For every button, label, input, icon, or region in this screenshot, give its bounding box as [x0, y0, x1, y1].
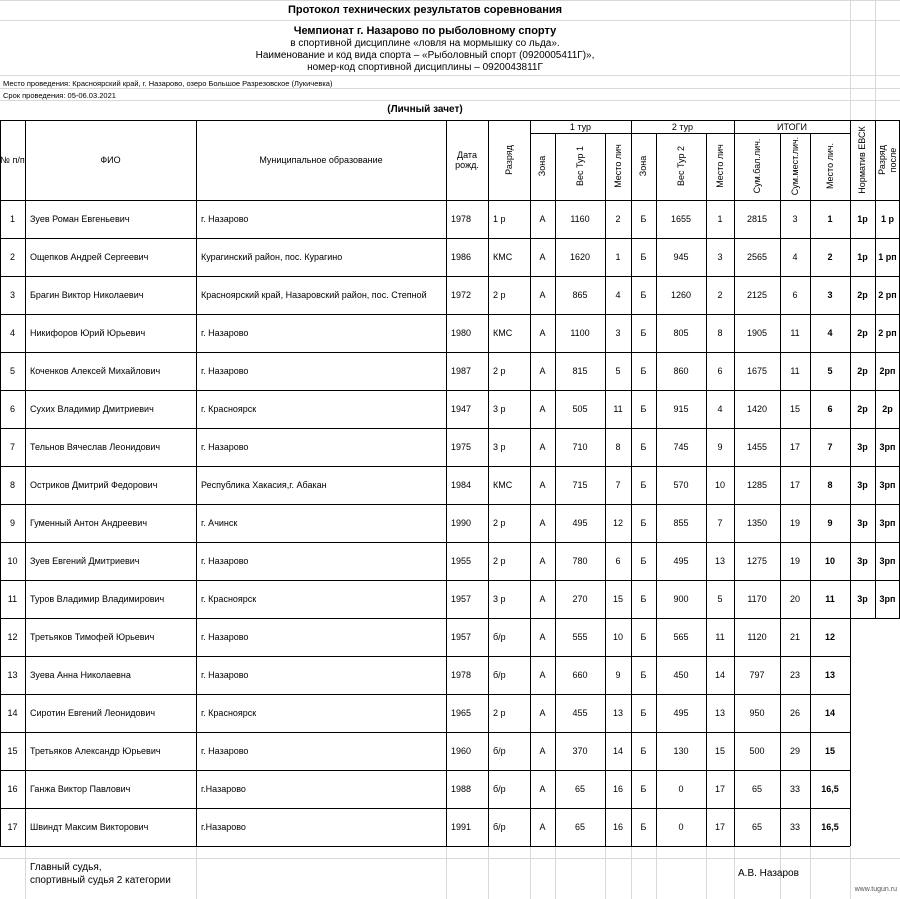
tour1-weight: 65: [574, 822, 585, 832]
participant-rank: 2 р: [493, 290, 506, 300]
participant-birth-year: 1960: [451, 746, 472, 756]
participant-name: Ганжа Виктор Павлович: [30, 784, 131, 794]
final-place: 13: [824, 670, 835, 680]
participant-rank: КМС: [493, 252, 513, 262]
tour2-place: 15: [714, 746, 725, 756]
tour1-weight: 1620: [569, 252, 591, 262]
tour2-place: 11: [715, 632, 725, 642]
tour1-weight: 270: [572, 594, 588, 604]
row-number: 13: [7, 670, 18, 680]
tour1-place: 14: [612, 746, 623, 756]
participant-name: Зуева Анна Николаевна: [30, 670, 131, 680]
evsk-norm: 2р: [857, 404, 868, 414]
tour1-place: 11: [613, 404, 623, 414]
final-place: 3: [827, 290, 833, 300]
tour1-zone: А: [539, 442, 546, 452]
participant-birth-year: 1965: [451, 708, 472, 718]
participant-rank: б/р: [493, 632, 506, 642]
total-points: 1905: [746, 328, 768, 338]
total-points: 1420: [746, 404, 768, 414]
tour2-place: 17: [714, 784, 725, 794]
participant-municipality: г. Назарово: [201, 214, 249, 224]
participant-birth-year: 1987: [451, 366, 472, 376]
tour2-place: 3: [717, 252, 723, 262]
rank-after: 2 рп: [878, 290, 897, 300]
tour2-zone: Б: [640, 442, 647, 452]
participant-birth-year: 1978: [451, 670, 472, 680]
tour1-zone: А: [539, 556, 546, 566]
tour2-weight: 570: [673, 480, 689, 490]
tour2-zone: Б: [640, 670, 647, 680]
total-points: 1170: [747, 594, 767, 604]
total-points: 1675: [746, 366, 768, 376]
tour1-place: 12: [612, 518, 623, 528]
participant-name: Зуев Евгений Дмитриевич: [30, 556, 140, 566]
evsk-norm: 1р: [857, 252, 868, 262]
evsk-norm: 2р: [857, 366, 868, 376]
total-points: 950: [749, 708, 765, 718]
col-header-rank-after-1: Разряд: [877, 145, 887, 175]
participant-municipality: г. Назарово: [201, 556, 249, 566]
total-places: 11: [790, 328, 800, 338]
final-place: 16,5: [821, 784, 839, 794]
final-place: 12: [824, 632, 835, 642]
total-places: 29: [789, 746, 800, 756]
participant-birth-year: 1988: [451, 784, 472, 794]
participant-municipality: г. Назарово: [201, 746, 249, 756]
row-number: 6: [9, 404, 15, 414]
participant-birth-year: 1955: [451, 556, 472, 566]
tour2-weight: 1260: [670, 290, 692, 300]
participant-birth-year: 1957: [451, 632, 472, 642]
rank-after: 1 р: [880, 214, 894, 224]
evsk-norm: 2р: [857, 290, 868, 300]
tour2-zone: Б: [640, 632, 647, 642]
row-number: 4: [9, 328, 15, 338]
event-title: Чемпионат г. Назарово по рыболовному спорту: [293, 25, 557, 37]
sport-code-line: номер-код спортивной дисциплины – 0920043811Г: [307, 62, 543, 73]
participant-rank: б/р: [493, 822, 506, 832]
evsk-norm: 3р: [857, 442, 868, 452]
tour1-weight: 865: [572, 290, 588, 300]
col-header-weight-2: Вес Тур 2: [676, 146, 686, 186]
participant-municipality: г. Ачинск: [201, 518, 238, 528]
judge-name: А.В. Назаров: [738, 868, 799, 879]
participant-rank: 2 р: [493, 518, 506, 528]
tour1-zone: А: [539, 480, 546, 490]
final-place: 9: [827, 518, 833, 528]
tour2-weight: 0: [678, 822, 684, 832]
tour2-zone: Б: [640, 290, 647, 300]
tour1-place: 3: [615, 328, 621, 338]
tour1-place: 1: [615, 252, 621, 262]
tour1-weight: 715: [572, 480, 588, 490]
tour1-weight: 505: [572, 404, 588, 414]
col-header-place-1: Место лич: [613, 144, 623, 188]
final-place: 6: [827, 404, 833, 414]
participant-rank: 2 р: [493, 708, 506, 718]
tour1-place: 16: [612, 822, 623, 832]
total-places: 17: [789, 480, 800, 490]
col-header-name: ФИО: [100, 155, 121, 165]
participant-name: Сиротин Евгений Леонидович: [30, 708, 156, 718]
tour1-zone: А: [539, 214, 546, 224]
col-header-municipality: Муниципальное образование: [259, 155, 383, 165]
tour2-place: 10: [714, 480, 725, 490]
evsk-norm: 1р: [857, 214, 868, 224]
final-place: 10: [824, 556, 835, 566]
row-number: 7: [9, 442, 15, 452]
tour1-zone: А: [539, 366, 546, 376]
tour2-place: 5: [717, 594, 723, 604]
col-header-tour1: 1 тур: [569, 121, 592, 132]
tour1-place: 4: [615, 290, 621, 300]
total-points: 797: [749, 670, 765, 680]
col-header-totals: ИТОГИ: [777, 121, 807, 132]
tour1-zone: А: [539, 708, 546, 718]
participant-birth-year: 1990: [451, 518, 472, 528]
total-places: 19: [789, 556, 800, 566]
total-places: 3: [792, 214, 798, 224]
rank-after: 3рп: [879, 594, 896, 604]
tour1-zone: А: [539, 518, 546, 528]
tour1-weight: 370: [572, 746, 588, 756]
total-places: 26: [789, 708, 800, 718]
document-title: Протокол технических результатов соревнования: [287, 4, 563, 16]
participant-birth-year: 1957: [451, 594, 472, 604]
tour2-weight: 450: [673, 670, 689, 680]
total-places: 33: [789, 822, 800, 832]
col-header-sum-places: Сум.мест.лич.: [790, 136, 800, 196]
row-number: 16: [7, 784, 18, 794]
tour1-weight: 1160: [570, 214, 590, 224]
participant-rank: 3 р: [493, 594, 506, 604]
tour1-zone: А: [539, 670, 546, 680]
total-places: 21: [789, 632, 800, 642]
col-header-birth: Дата рожд.: [455, 150, 479, 170]
participant-municipality: Красноярский край, Назаровский район, пос. Степной: [201, 290, 427, 300]
total-places: 15: [789, 404, 800, 414]
participant-municipality: г. Красноярск: [201, 708, 257, 718]
participant-name: Третьяков Тимофей Юрьевич: [30, 632, 155, 642]
participant-birth-year: 1991: [451, 822, 472, 832]
total-points: 1455: [746, 442, 768, 452]
section-title: (Личный зачет): [387, 104, 463, 115]
evsk-norm: 3р: [857, 594, 868, 604]
tour1-zone: А: [539, 746, 546, 756]
tour2-weight: 745: [673, 442, 689, 452]
rank-after: 2рп: [879, 366, 896, 376]
col-header-zone-2: Зона: [638, 155, 648, 177]
evsk-norm: 2р: [857, 328, 868, 338]
tour1-place: 15: [612, 594, 623, 604]
tour1-place: 10: [612, 632, 623, 642]
participant-municipality: г. Назарово: [201, 328, 249, 338]
tour2-place: 9: [717, 442, 723, 452]
total-places: 33: [789, 784, 800, 794]
sport-name-line: Наименование и код вида спорта – «Рыболовный спорт (0920005411Г)»,: [255, 50, 595, 61]
total-points: 65: [751, 822, 762, 832]
tour1-place: 16: [612, 784, 623, 794]
tour2-place: 7: [717, 518, 723, 528]
tour2-weight: 860: [673, 366, 689, 376]
tour2-zone: Б: [640, 594, 647, 604]
tour2-weight: 130: [673, 746, 689, 756]
rank-after: 3рп: [879, 442, 896, 452]
tour1-zone: А: [539, 328, 546, 338]
total-points: 2565: [746, 252, 768, 262]
tour1-zone: А: [539, 784, 546, 794]
total-points: 1120: [747, 632, 767, 642]
rank-after: 3рп: [879, 480, 896, 490]
watermark: www.tugun.ru: [854, 886, 897, 893]
final-place: 4: [827, 328, 833, 338]
rank-after: 2р: [882, 404, 893, 414]
participant-municipality: г. Назарово: [201, 366, 249, 376]
total-places: 6: [792, 290, 798, 300]
tour2-weight: 495: [673, 556, 689, 566]
tour1-weight: 495: [572, 518, 588, 528]
participant-birth-year: 1978: [451, 214, 472, 224]
tour2-zone: Б: [640, 366, 647, 376]
total-points: 1350: [746, 518, 768, 528]
row-number: 17: [7, 822, 18, 832]
tour2-weight: 1655: [670, 214, 692, 224]
final-place: 15: [824, 746, 835, 756]
participant-name: Сухих Владимир Дмитриевич: [30, 404, 154, 414]
participant-municipality: г. Красноярск: [201, 594, 257, 604]
tour1-zone: А: [539, 252, 546, 262]
tour2-zone: Б: [640, 708, 647, 718]
tour2-place: 2: [717, 290, 723, 300]
tour2-zone: Б: [640, 328, 647, 338]
participant-name: Ощепков Андрей Сергеевич: [30, 252, 149, 262]
participant-municipality: г. Красноярск: [201, 404, 257, 414]
participant-name: Швиндт Максим Викторович: [30, 822, 149, 832]
tour1-weight: 555: [572, 632, 588, 642]
tour1-place: 2: [615, 214, 621, 224]
tour2-weight: 805: [673, 328, 689, 338]
participant-rank: КМС: [493, 328, 513, 338]
rank-after: 2 рп: [878, 328, 897, 338]
tour1-zone: А: [539, 594, 546, 604]
row-number: 12: [7, 632, 18, 642]
tour2-weight: 900: [673, 594, 689, 604]
tour1-place: 9: [615, 670, 621, 680]
participant-rank: 3 р: [493, 442, 506, 452]
tour2-place: 1: [717, 214, 723, 224]
row-number: 8: [9, 480, 15, 490]
participant-birth-year: 1986: [451, 252, 472, 262]
tour2-place: 14: [714, 670, 725, 680]
tour2-zone: Б: [640, 480, 647, 490]
tour1-weight: 710: [572, 442, 588, 452]
total-places: 23: [789, 670, 800, 680]
total-points: 2815: [746, 214, 768, 224]
participant-name: Зуев Роман Евгеньевич: [30, 214, 130, 224]
participant-municipality: г. Назарово: [201, 670, 249, 680]
tour1-place: 8: [615, 442, 621, 452]
judge-title-2: спортивный судья 2 категории: [30, 875, 171, 886]
participant-rank: КМС: [493, 480, 513, 490]
total-places: 19: [789, 518, 800, 528]
tour2-place: 17: [714, 822, 725, 832]
col-header-num: № п/п: [0, 155, 25, 165]
total-places: 20: [789, 594, 800, 604]
total-points: 500: [749, 746, 765, 756]
tour2-weight: 495: [673, 708, 689, 718]
tour2-weight: 915: [673, 404, 689, 414]
tour1-place: 13: [612, 708, 623, 718]
row-number: 11: [7, 594, 18, 604]
col-header-zone-1: Зона: [537, 155, 547, 177]
final-place: 16,5: [821, 822, 839, 832]
tour2-place: 4: [717, 404, 723, 414]
rank-after: 1 рп: [878, 252, 897, 262]
col-header-rank: Разряд: [504, 145, 514, 175]
total-places: 17: [789, 442, 800, 452]
tour2-place: 13: [714, 708, 725, 718]
total-points: 1285: [746, 480, 768, 490]
tour2-zone: Б: [640, 822, 647, 832]
row-number: 15: [7, 746, 18, 756]
tour2-place: 13: [714, 556, 725, 566]
final-place: 5: [827, 366, 833, 376]
tour1-weight: 65: [574, 784, 585, 794]
tour2-zone: Б: [640, 214, 647, 224]
tour1-place: 7: [615, 480, 621, 490]
participant-name: Туров Владимир Владимирович: [30, 594, 165, 604]
participant-name: Третьяков Александр Юрьевич: [30, 746, 161, 756]
participant-birth-year: 1984: [451, 480, 472, 490]
tour2-weight: 945: [673, 252, 689, 262]
row-number: 2: [9, 252, 15, 262]
dates-line: Срок проведения: 05-06.03.2021: [3, 91, 116, 100]
participant-name: Тельнов Вячеслав Леонидович: [30, 442, 161, 452]
participant-municipality: г. Назарово: [201, 632, 249, 642]
rank-after: 3рп: [879, 556, 896, 566]
col-header-norm: Норматив ЕВСК: [857, 126, 867, 194]
tour1-place: 6: [615, 556, 621, 566]
tour2-place: 8: [717, 328, 723, 338]
tour1-place: 5: [615, 366, 621, 376]
row-number: 3: [9, 290, 15, 300]
total-points: 1275: [746, 556, 768, 566]
tour2-weight: 0: [678, 784, 684, 794]
col-header-tour2: 2 тур: [671, 121, 694, 132]
evsk-norm: 3р: [857, 518, 868, 528]
total-places: 11: [790, 366, 800, 376]
final-place: 2: [827, 252, 833, 262]
col-header-weight-1: Вес Тур 1: [575, 146, 585, 186]
final-place: 7: [827, 442, 833, 452]
rank-after: 3рп: [879, 518, 896, 528]
col-header-place-2: Место лич: [715, 144, 725, 188]
col-header-place-pers: Место лич.: [825, 142, 835, 190]
tour2-zone: Б: [640, 518, 647, 528]
evsk-norm: 3р: [857, 556, 868, 566]
tour2-weight: 565: [673, 632, 689, 642]
participant-birth-year: 1980: [451, 328, 472, 338]
participant-rank: 1 р: [493, 214, 506, 224]
tour1-weight: 780: [572, 556, 588, 566]
tour2-zone: Б: [640, 556, 647, 566]
col-header-sum-points: Сум.бал.лич.: [752, 138, 762, 194]
discipline-line: в спортивной дисциплине «ловля на мормышку со льда».: [290, 38, 560, 49]
participant-municipality: г.Назарово: [201, 784, 246, 794]
tour2-zone: Б: [640, 746, 647, 756]
participant-municipality: Республика Хакасия,г. Абакан: [201, 480, 327, 490]
participant-name: Коченков Алексей Михайлович: [30, 366, 161, 376]
participant-birth-year: 1972: [451, 290, 472, 300]
tour1-weight: 1100: [570, 328, 590, 338]
judge-title-1: Главный судья,: [30, 862, 102, 873]
participant-name: Никифоров Юрий Юрьевич: [30, 328, 146, 338]
participant-name: Брагин Виктор Николаевич: [30, 290, 144, 300]
tour1-zone: А: [539, 822, 546, 832]
participant-rank: б/р: [493, 670, 506, 680]
total-points: 2125: [746, 290, 768, 300]
row-number: 5: [9, 366, 15, 376]
final-place: 1: [827, 214, 833, 224]
tour2-zone: Б: [640, 404, 647, 414]
participant-birth-year: 1975: [451, 442, 472, 452]
participant-municipality: г. Назарово: [201, 442, 249, 452]
final-place: 8: [827, 480, 833, 490]
participant-municipality: Курагинский район, пос. Курагино: [201, 252, 343, 262]
tour2-weight: 855: [673, 518, 689, 528]
tour1-zone: А: [539, 632, 546, 642]
venue-line: Место проведения: Красноярский край, г. Назарово, озеро Большое Разрезовское (Лукичевка): [3, 79, 333, 88]
participant-rank: 3 р: [493, 404, 506, 414]
row-number: 1: [9, 214, 15, 224]
final-place: 14: [824, 708, 835, 718]
tour2-zone: Б: [640, 784, 647, 794]
tour1-weight: 455: [572, 708, 588, 718]
row-number: 9: [9, 518, 15, 528]
col-header-rank-after-2: после: [888, 147, 898, 173]
final-place: 11: [825, 594, 835, 604]
participant-name: Остриков Дмитрий Федорович: [30, 480, 158, 490]
evsk-norm: 3р: [857, 480, 868, 490]
tour1-weight: 660: [572, 670, 588, 680]
tour1-zone: А: [539, 290, 546, 300]
row-number: 14: [7, 708, 18, 718]
tour1-zone: А: [539, 404, 546, 414]
participant-name: Гуменный Антон Андреевич: [30, 518, 148, 528]
participant-rank: 2 р: [493, 556, 506, 566]
total-places: 4: [792, 252, 798, 262]
tour1-weight: 815: [572, 366, 588, 376]
participant-birth-year: 1947: [451, 404, 472, 414]
participant-rank: 2 р: [493, 366, 506, 376]
total-points: 65: [751, 784, 762, 794]
row-number: 10: [7, 556, 18, 566]
participant-rank: б/р: [493, 784, 506, 794]
participant-municipality: г.Назарово: [201, 822, 246, 832]
participant-rank: б/р: [493, 746, 506, 756]
tour2-zone: Б: [640, 252, 647, 262]
tour2-place: 6: [717, 366, 723, 376]
